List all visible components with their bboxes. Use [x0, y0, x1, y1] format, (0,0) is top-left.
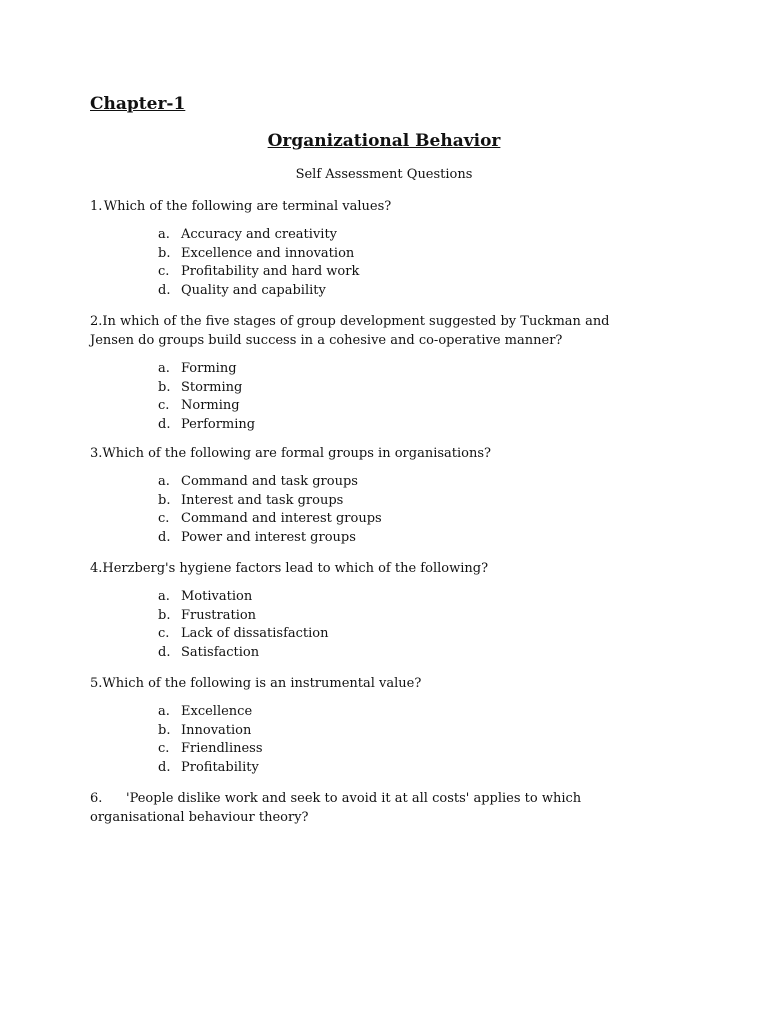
question-number: 4. [90, 561, 103, 576]
option-letter: c. [158, 626, 170, 642]
question-body: Herzberg's hygiene factors lead to which of the following? [102, 561, 489, 576]
question-text [90, 197, 650, 216]
question-body: Which of the following are formal groups in organisations? [102, 446, 491, 461]
question-number: 1. [90, 199, 103, 214]
option-text: Profitability and hard work [181, 264, 360, 280]
option-text: Excellence and innovation [181, 245, 355, 261]
question-text [90, 559, 650, 578]
question-text [90, 789, 650, 827]
option-item [158, 282, 650, 301]
option-item [158, 625, 650, 644]
question-number: 2. [90, 314, 103, 329]
option-item [158, 416, 650, 435]
option-letter: d. [158, 417, 171, 433]
option-list [158, 226, 650, 301]
option-item [158, 644, 650, 663]
option-item [158, 263, 650, 282]
option-list [158, 360, 650, 435]
question-body: Which of the following is an instrumental value? [102, 676, 422, 691]
question-5 [90, 674, 650, 778]
option-text: Satisfaction [181, 645, 260, 661]
question-body: 'People dislike work and seek to avoid it at all costs' applies to which organisational behaviour theory? [90, 791, 582, 825]
question-number: 6. [90, 791, 103, 806]
option-list [158, 703, 650, 778]
option-letter: d. [158, 530, 171, 546]
option-letter: a. [158, 474, 170, 489]
option-text: Friendliness [181, 741, 263, 757]
option-item [158, 607, 650, 626]
question-number: 3. [90, 446, 103, 461]
option-letter: c. [158, 741, 170, 757]
option-item [158, 492, 650, 511]
option-letter: c. [158, 511, 170, 527]
question-text [90, 444, 650, 463]
option-text: Performing [181, 417, 256, 433]
option-letter: b. [158, 379, 171, 395]
option-item [158, 397, 650, 416]
option-item [158, 245, 650, 264]
option-item [158, 473, 650, 492]
option-text: Norming [181, 398, 240, 414]
option-text: Excellence [181, 704, 253, 719]
option-list [158, 588, 650, 663]
question-3 [90, 444, 650, 548]
option-item [158, 759, 650, 778]
option-text: Command and task groups [181, 474, 358, 489]
option-item [158, 510, 650, 529]
option-item [158, 740, 650, 759]
option-text: Accuracy and creativity [181, 227, 338, 242]
option-item [158, 379, 650, 398]
option-text: Command and interest groups [181, 511, 382, 527]
option-letter: c. [158, 264, 170, 280]
question-4 [90, 559, 650, 663]
option-item [158, 588, 650, 607]
option-text: Quality and capability [181, 283, 326, 299]
option-item [158, 529, 650, 548]
option-text: Frustration [181, 607, 257, 623]
question-body: In which of the five stages of group development suggested by Tuckman and Jensen do groups build success in a cohesive and co-operative manner? [90, 314, 610, 348]
option-letter: a. [158, 589, 170, 604]
option-item [158, 703, 650, 722]
option-text: Lack of dissatisfaction [181, 626, 329, 642]
question-body: Which of the following are terminal values? [103, 199, 392, 214]
question-text [90, 674, 650, 693]
chapter-heading: Chapter-1 [90, 94, 186, 114]
option-item [158, 722, 650, 741]
option-letter: b. [158, 245, 171, 261]
option-text: Profitability [181, 760, 259, 776]
question-number: 5. [90, 676, 103, 691]
option-text: Motivation [181, 589, 253, 604]
option-text: Innovation [181, 722, 252, 738]
option-list [158, 473, 650, 548]
option-letter: b. [158, 492, 171, 508]
option-item [158, 360, 650, 379]
option-item [158, 226, 650, 245]
option-letter: d. [158, 760, 171, 776]
option-text: Storming [181, 379, 243, 395]
question-6 [90, 789, 650, 827]
option-text: Power and interest groups [181, 530, 356, 546]
option-letter: b. [158, 722, 171, 738]
document-subtitle: Self Assessment Questions [295, 167, 473, 182]
option-letter: a. [158, 227, 170, 242]
question-1 [90, 197, 650, 301]
option-letter: c. [158, 398, 170, 414]
question-text [90, 312, 650, 350]
option-text: Forming [181, 361, 237, 376]
option-letter: a. [158, 361, 170, 376]
option-letter: d. [158, 283, 171, 299]
option-letter: a. [158, 704, 170, 719]
question-2 [90, 312, 650, 435]
document-title: Organizational Behavior [267, 131, 501, 151]
option-letter: d. [158, 645, 171, 661]
option-text: Interest and task groups [181, 492, 344, 508]
option-letter: b. [158, 607, 171, 623]
